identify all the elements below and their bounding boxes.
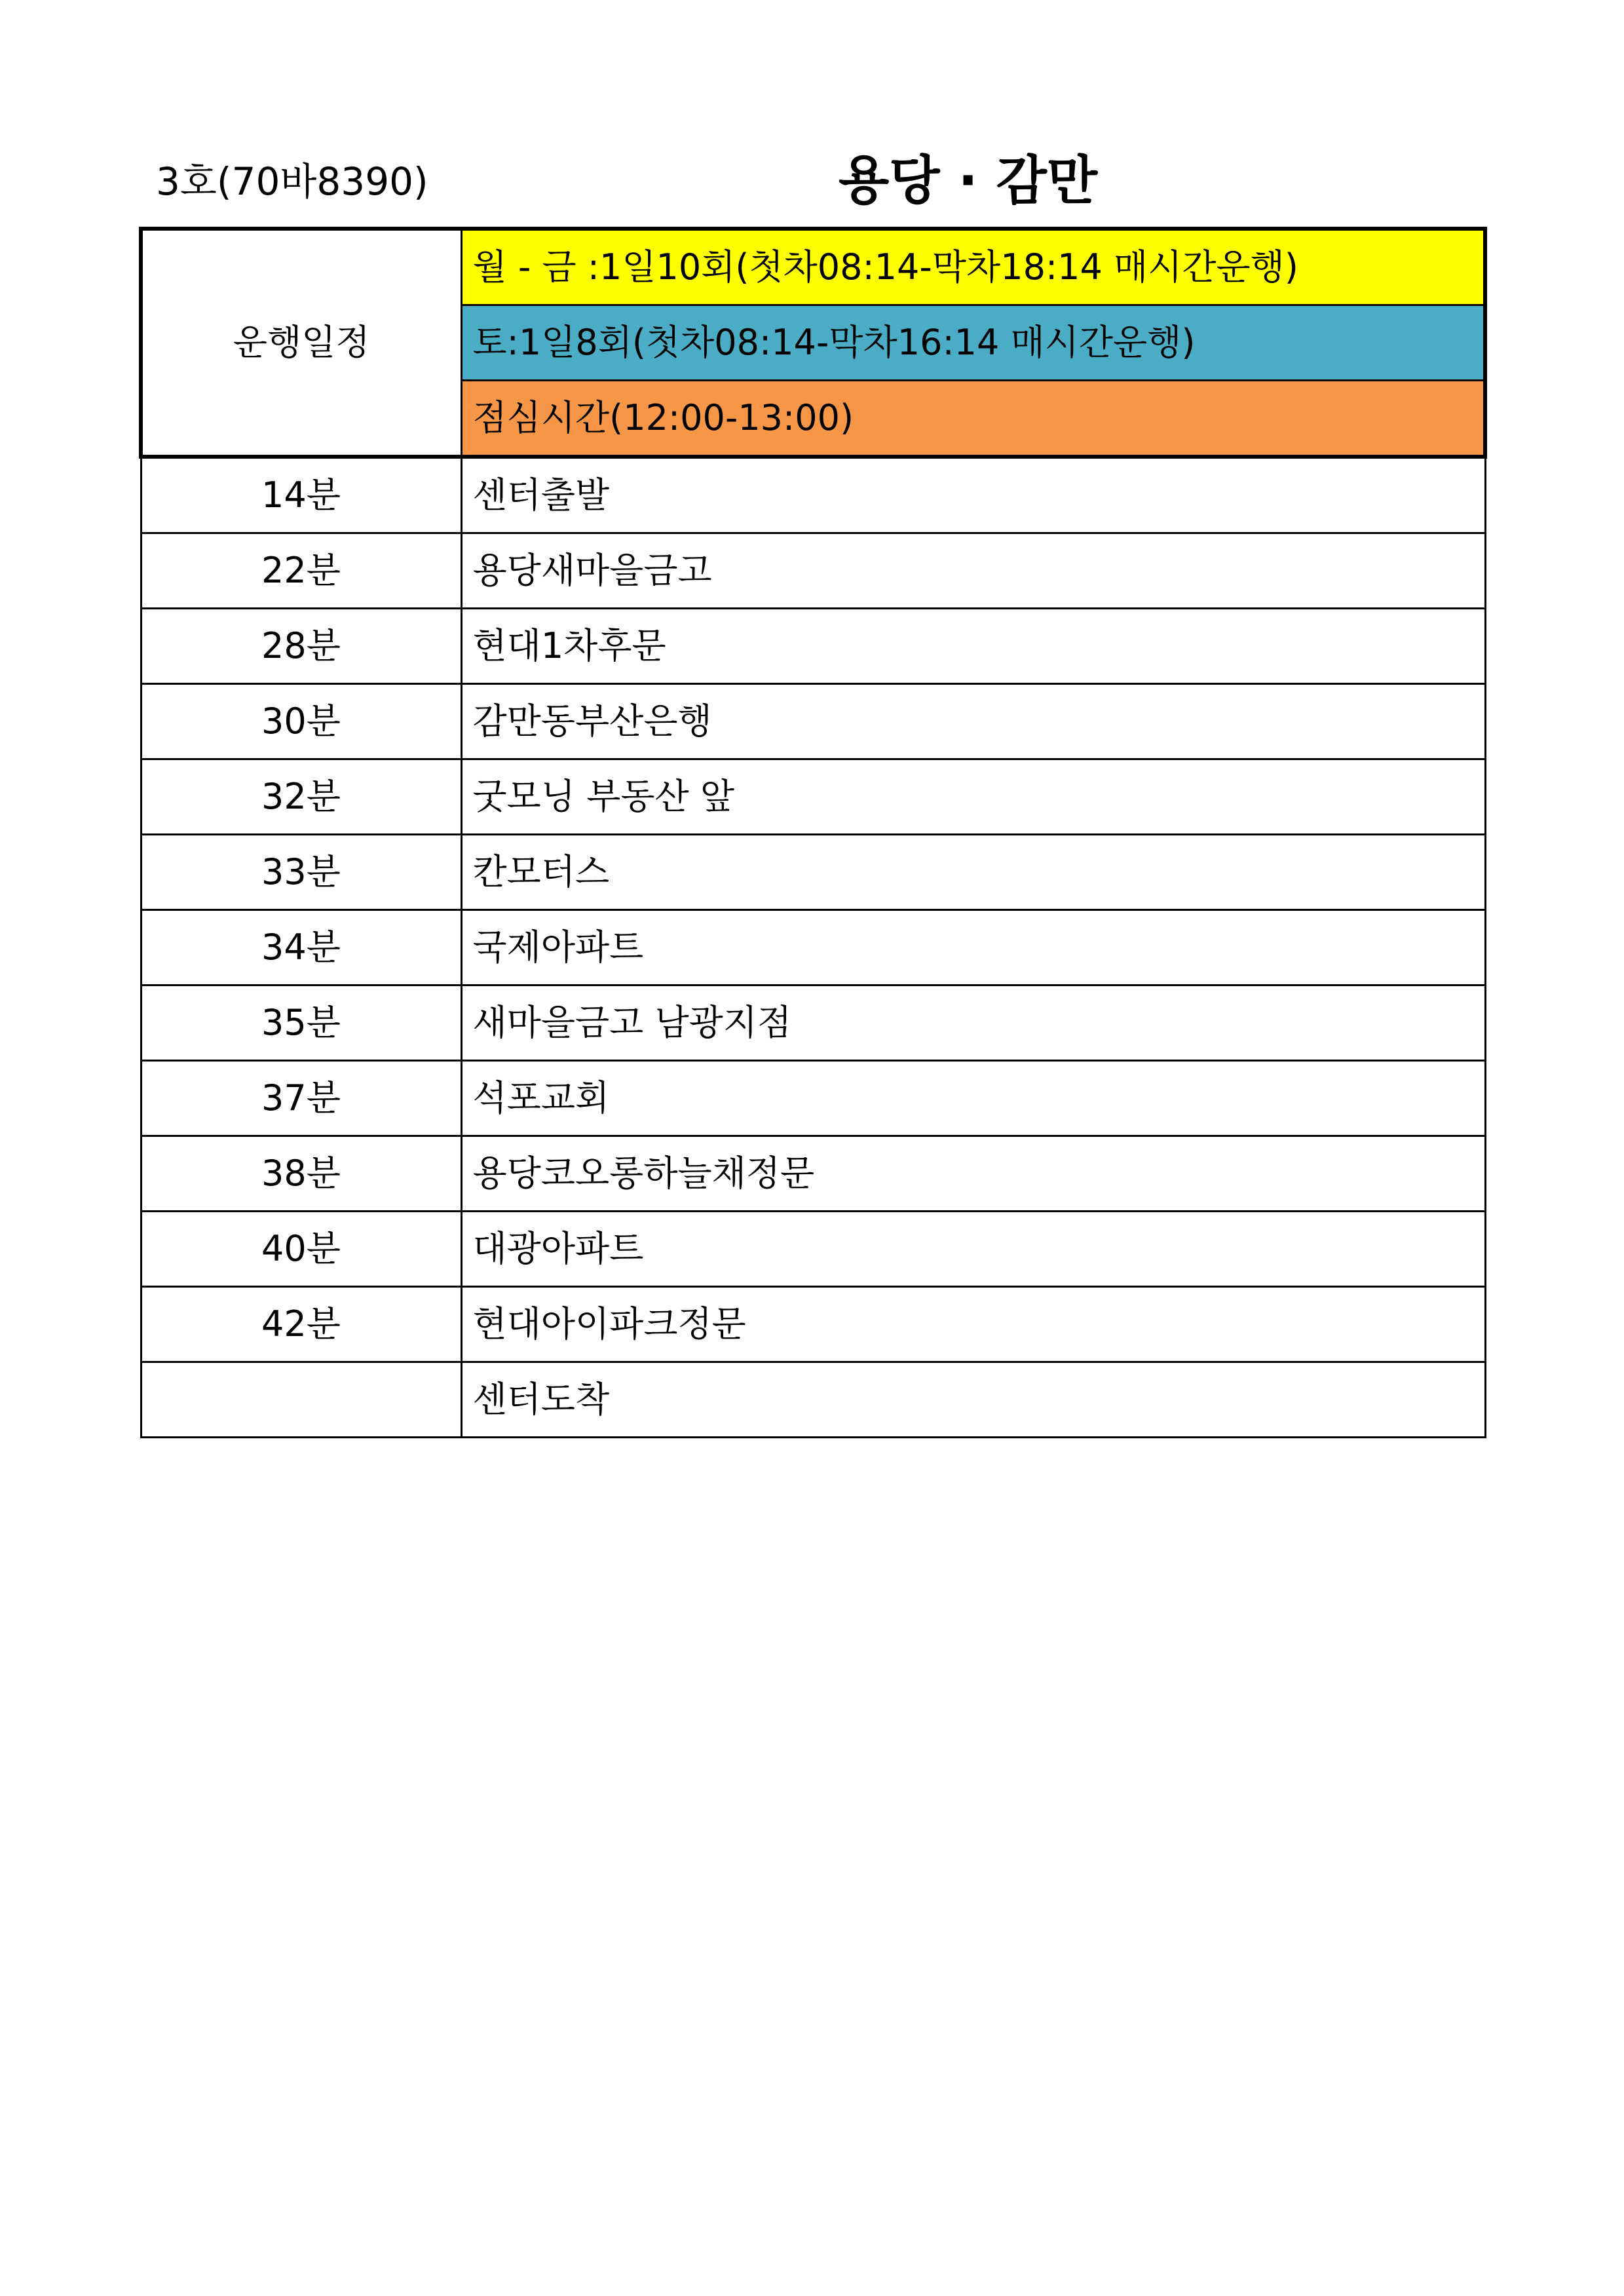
stop-name: 감만동부산은행 bbox=[461, 684, 1485, 759]
stop-name: 대광아파트 bbox=[461, 1212, 1485, 1287]
stop-time: 14분 bbox=[141, 457, 461, 533]
stop-name: 현대1차후문 bbox=[461, 609, 1485, 684]
table-row bbox=[141, 835, 1485, 910]
stop-name: 용당코오롱하늘채정문 bbox=[461, 1136, 1485, 1212]
stop-time: 33분 bbox=[141, 835, 461, 910]
stop-time: 37분 bbox=[141, 1061, 461, 1136]
table-row bbox=[141, 910, 1485, 985]
schedule-row-weekday bbox=[141, 229, 1485, 305]
table-row bbox=[141, 533, 1485, 609]
stop-time: 22분 bbox=[141, 533, 461, 609]
schedule-label: 운행일정 bbox=[141, 229, 461, 457]
table-row bbox=[141, 985, 1485, 1061]
table-row bbox=[141, 457, 1485, 533]
table-row bbox=[141, 1212, 1485, 1287]
timetable bbox=[139, 227, 1487, 1438]
table-row bbox=[141, 609, 1485, 684]
table-row bbox=[141, 684, 1485, 759]
stop-name: 석포교회 bbox=[461, 1061, 1485, 1136]
route-title: 용당 · 감만 bbox=[839, 150, 1098, 211]
schedule-weekday: 월 - 금 :1일10회(첫차08:14-막차18:14 매시간운행) bbox=[461, 229, 1485, 305]
stop-time: 34분 bbox=[141, 910, 461, 985]
table-row bbox=[141, 1362, 1485, 1438]
stop-time: 35분 bbox=[141, 985, 461, 1061]
vehicle-label: 3호(70바8390) bbox=[156, 159, 428, 204]
stop-name: 용당새마을금고 bbox=[461, 533, 1485, 609]
stop-time: 32분 bbox=[141, 759, 461, 835]
table-row bbox=[141, 759, 1485, 835]
table-row bbox=[141, 1287, 1485, 1362]
table-row bbox=[141, 1061, 1485, 1136]
stop-name: 국제아파트 bbox=[461, 910, 1485, 985]
schedule-lunch: 점심시간(12:00-13:00) bbox=[461, 381, 1485, 457]
stop-time: 38분 bbox=[141, 1136, 461, 1212]
stop-time: 42분 bbox=[141, 1287, 461, 1362]
stop-name: 굿모닝 부동산 앞 bbox=[461, 759, 1485, 835]
stop-time: 28분 bbox=[141, 609, 461, 684]
table-row bbox=[141, 1136, 1485, 1212]
stop-name: 칸모터스 bbox=[461, 835, 1485, 910]
stop-name: 센터도착 bbox=[461, 1362, 1485, 1438]
stop-time: 30분 bbox=[141, 684, 461, 759]
stop-name: 현대아이파크정문 bbox=[461, 1287, 1485, 1362]
stop-time: 40분 bbox=[141, 1212, 461, 1287]
stop-name: 센터출발 bbox=[461, 457, 1485, 533]
stop-time bbox=[141, 1362, 461, 1438]
stop-name: 새마을금고 남광지점 bbox=[461, 985, 1485, 1061]
schedule-saturday: 토:1일8회(첫차08:14-막차16:14 매시간운행) bbox=[461, 305, 1485, 381]
